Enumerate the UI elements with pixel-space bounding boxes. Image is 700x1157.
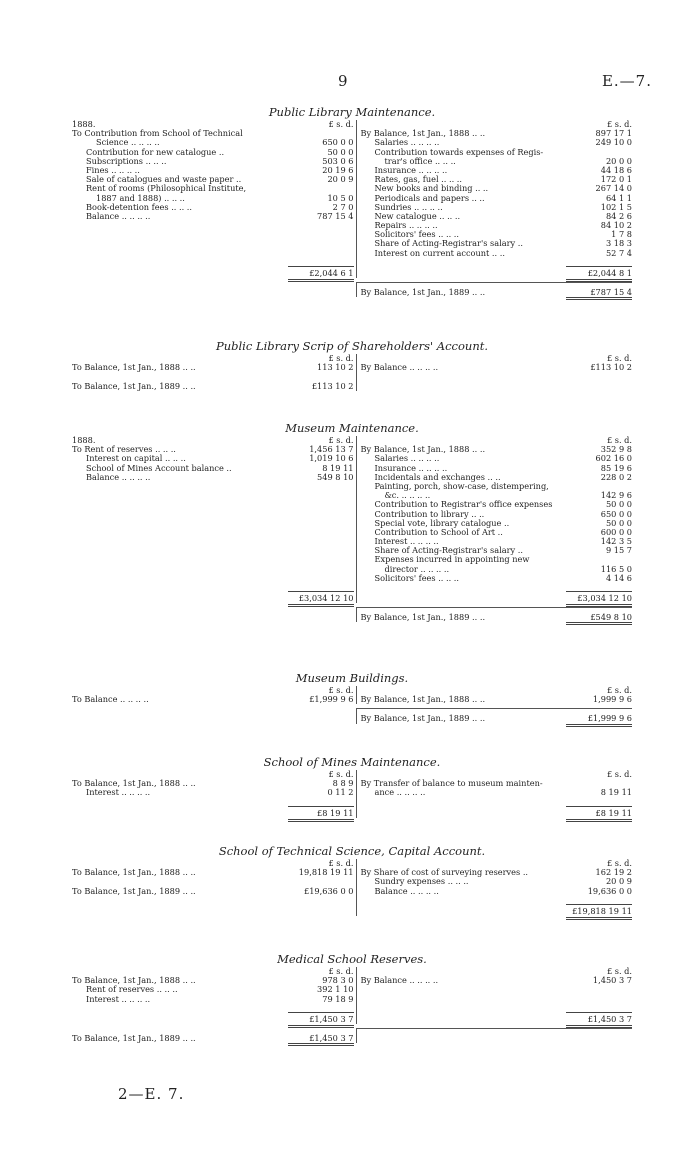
total-line <box>357 591 633 603</box>
blank-line <box>72 537 356 546</box>
right-side <box>356 859 633 916</box>
line-label: Expenses incurred in appointing new <box>374 554 530 565</box>
line-amount: 8 8 9 <box>332 778 354 789</box>
account-technical <box>72 843 632 916</box>
blank-line <box>72 500 356 509</box>
line-amount: £113 10 2 <box>590 362 632 373</box>
page-reference: E.—7. <box>601 72 652 90</box>
line-amount: 897 17 1 <box>595 128 632 139</box>
line-label: Periodicals and papers .. .. <box>374 192 485 203</box>
line-amount: £ s. d. <box>328 435 354 445</box>
page-footer: 2—E. 7. <box>118 1085 185 1103</box>
line-label: Interest .. .. .. .. <box>374 536 439 547</box>
total-line <box>357 904 633 916</box>
line-amount: 113 10 2 <box>317 362 354 373</box>
line-amount: 84 2 6 <box>605 210 632 221</box>
line-label: Interest .. .. .. .. <box>86 993 151 1004</box>
line-amount: 650 0 0 <box>600 508 632 519</box>
line-label: To Balance, 1st Jan., 1888 .. .. <box>72 778 196 789</box>
line-label: Sundries .. .. .. .. <box>374 201 443 212</box>
line-amount: £549 8 10 <box>566 613 632 625</box>
ledger-line <box>72 995 356 1004</box>
line-label: By Balance, 1st Jan., 1889 .. .. <box>360 286 486 297</box>
closing-line <box>72 288 356 297</box>
closing-line <box>357 288 633 297</box>
line-amount: 84 10 2 <box>600 220 632 231</box>
account-grid <box>72 354 632 391</box>
line-label: Salaries .. .. .. .. <box>374 137 440 148</box>
line-label: Insurance .. .. .. .. <box>374 462 448 473</box>
total-amount: £8 19 11 <box>288 806 354 822</box>
closing-grid <box>72 607 632 622</box>
line-amount: 978 3 0 <box>322 975 354 986</box>
line-label: Contribution to School of Art .. <box>374 526 503 537</box>
blank-line <box>72 555 356 564</box>
ledger-line <box>72 473 356 482</box>
left-side <box>72 770 356 818</box>
left-side <box>72 686 356 704</box>
total-amount: £8 19 11 <box>566 806 632 822</box>
line-label: Rent of reserves .. .. .. <box>86 984 178 995</box>
line-label: To Balance, 1st Jan., 1888 .. .. <box>72 362 196 373</box>
line-label: Contribution to Registrar's office expenses <box>374 499 553 510</box>
right-side <box>356 354 633 391</box>
left-side <box>72 1028 356 1043</box>
line-label: 1887 and 1888) .. .. .. <box>96 192 185 203</box>
account-title: Museum Maintenance. <box>285 421 419 435</box>
line-amount: 20 0 9 <box>605 876 632 887</box>
line-amount: 0 11 2 <box>327 787 354 798</box>
closing-line <box>72 613 356 622</box>
account-grid <box>72 770 632 818</box>
line-label: New catalogue .. .. .. <box>374 210 461 221</box>
blank-line <box>72 482 356 491</box>
line-amount: 2 7 0 <box>332 201 354 212</box>
line-amount: 162 19 2 <box>595 867 632 878</box>
line-amount: £113 10 2 <box>311 380 354 391</box>
line-label: Salaries .. .. .. .. <box>374 453 440 464</box>
line-label: Balance .. .. .. .. <box>374 885 439 896</box>
account-mines <box>72 754 632 818</box>
line-label: Interest on capital .. .. .. <box>86 453 186 464</box>
line-label: ance .. .. .. .. <box>374 787 426 798</box>
line-amount: £ s. d. <box>606 769 632 779</box>
line-label: Solicitors' fees .. .. .. <box>374 572 460 583</box>
total-line <box>357 806 633 818</box>
closing-grid <box>72 1028 632 1043</box>
line-amount: 267 14 0 <box>595 183 632 194</box>
ledger-line <box>357 574 633 583</box>
line-label: To Rent of reserves .. .. .. <box>72 444 176 455</box>
line-amount: 1,456 13 7 <box>309 444 354 455</box>
account-title: Public Library Maintenance. <box>268 105 436 119</box>
line-label: Insurance .. .. .. .. <box>374 164 448 175</box>
ledger-line <box>357 695 633 704</box>
line-label: By Balance, 1st Jan., 1889 .. .. <box>360 612 486 622</box>
line-label: By Balance, 1st Jan., 1888 .. .. <box>360 444 486 455</box>
line-label: Solicitors' fees .. .. .. <box>374 229 460 240</box>
account-museum <box>72 420 632 622</box>
line-amount: 142 3 5 <box>600 536 632 547</box>
closing-line <box>72 1034 356 1043</box>
line-label: trar's office .. .. .. <box>384 155 456 166</box>
line-label: Rent of rooms (Philosophical Institute, <box>86 183 247 194</box>
line-amount: £ s. d. <box>606 435 632 445</box>
left-side <box>72 607 356 622</box>
left-side <box>72 436 356 603</box>
total-line <box>357 266 633 278</box>
line-amount: £ s. d. <box>328 966 354 976</box>
line-amount: £ s. d. <box>606 119 632 129</box>
line-amount: 352 9 8 <box>600 444 632 455</box>
line-amount: 79 18 9 <box>322 993 354 1004</box>
line-amount: 249 10 0 <box>595 137 632 148</box>
line-amount: 50 0 0 <box>327 146 354 157</box>
line-label: To Balance, 1st Jan., 1888 .. .. <box>72 975 196 986</box>
ledger-line <box>72 788 356 797</box>
line-amount: 102 1 5 <box>600 201 632 212</box>
left-side <box>72 708 356 723</box>
closing-line <box>357 1034 633 1043</box>
right-side <box>356 120 633 278</box>
line-label: Balance .. .. .. .. <box>86 471 151 482</box>
line-amount: 142 9 6 <box>600 490 632 501</box>
line-amount: 600 0 0 <box>600 526 632 537</box>
blank-line <box>72 565 356 574</box>
line-label: Incidentals and exchanges .. .. <box>374 471 501 482</box>
line-amount: £ s. d. <box>328 119 354 129</box>
line-label: &c. .. .. .. .. <box>384 490 431 501</box>
account-title: Museum Buildings. <box>295 671 409 685</box>
line-label: Sale of catalogues and waste paper .. <box>86 174 242 185</box>
line-label: Interest .. .. .. .. <box>86 787 151 798</box>
line-amount: 44 18 6 <box>600 164 632 175</box>
account-scrip <box>72 338 632 391</box>
left-side <box>72 967 356 1024</box>
total-line <box>357 1012 633 1024</box>
line-label: To Contribution from School of Technical <box>72 128 243 139</box>
left-side <box>72 859 356 916</box>
account-title: Medical School Reserves. <box>277 952 427 966</box>
line-label: To Balance, 1st Jan., 1888 .. .. <box>72 867 196 878</box>
blank-line <box>72 510 356 519</box>
blank-line <box>357 372 633 381</box>
line-amount: 52 7 4 <box>605 247 632 258</box>
line-label: By Share of cost of surveying reserves .. <box>360 867 529 878</box>
line-label: 1888. <box>72 435 96 445</box>
blank-line <box>72 221 356 230</box>
account-grid <box>72 436 632 603</box>
right-side <box>356 708 633 723</box>
line-label: By Balance, 1st Jan., 1889 .. .. <box>360 713 486 724</box>
closing-grid <box>72 708 632 723</box>
line-amount: £1,999 9 6 <box>309 694 354 705</box>
account-buildings <box>72 670 632 724</box>
total-amount: £2,044 8 1 <box>566 266 632 282</box>
ledger-line <box>72 363 356 372</box>
total-amount: £19,818 19 11 <box>566 904 632 920</box>
account-medical <box>72 951 632 1043</box>
ledger-line <box>72 695 356 704</box>
line-label: By Balance .. .. .. .. <box>360 362 439 373</box>
blank-line <box>72 519 356 528</box>
line-label: director .. .. .. .. <box>384 563 450 574</box>
right-side <box>356 686 633 704</box>
line-amount: 116 5 0 <box>600 563 632 574</box>
line-label: To Balance, 1st Jan., 1889 .. .. <box>72 380 196 391</box>
total-amount: £1,450 3 7 <box>566 1012 632 1028</box>
line-label: Rates, gas, fuel .. .. .. <box>374 174 462 185</box>
ledger-line <box>357 976 633 985</box>
closing-line <box>72 714 356 723</box>
total-line <box>72 266 356 278</box>
closing-line <box>357 714 633 723</box>
line-amount: 4 14 6 <box>605 572 632 583</box>
total-line <box>72 1012 356 1024</box>
account-grid <box>72 967 632 1024</box>
blank-line <box>357 995 633 1004</box>
line-label: Contribution for new catalogue .. <box>86 146 225 157</box>
total-amount: £1,450 3 7 <box>288 1012 354 1028</box>
left-side <box>72 354 356 391</box>
line-label: New books and binding .. .. <box>374 183 489 194</box>
account-title: School of Mines Maintenance. <box>263 755 441 769</box>
line-amount: 10 5 0 <box>327 192 354 203</box>
ledger-line <box>72 887 356 896</box>
line-amount: 787 15 4 <box>317 210 354 221</box>
blank-line <box>357 382 633 391</box>
line-label: Subscriptions .. .. .. <box>86 155 167 166</box>
line-label: Special vote, library catalogue .. <box>374 517 510 528</box>
line-label: Fines .. .. .. .. <box>86 164 140 175</box>
line-amount: £1,450 3 7 <box>288 1034 354 1046</box>
line-amount: £787 15 4 <box>566 288 632 300</box>
right-side <box>356 770 633 818</box>
total-amount: £3,034 12 10 <box>288 591 354 607</box>
blank-line <box>72 528 356 537</box>
line-amount: £ s. d. <box>606 966 632 976</box>
line-label: Painting, porch, show-case, distempering, <box>374 480 549 491</box>
right-side <box>356 282 633 297</box>
blank-line <box>72 249 356 258</box>
total-line <box>72 806 356 818</box>
line-amount: £1,999 9 6 <box>566 714 632 726</box>
line-amount: 1,999 9 6 <box>592 694 632 705</box>
line-amount: 8 19 11 <box>600 787 632 798</box>
line-amount: 64 1 1 <box>605 192 632 203</box>
line-amount: £19,636 0 0 <box>304 885 354 896</box>
right-side <box>356 607 633 622</box>
blank-line <box>72 230 356 239</box>
account-library <box>72 104 632 297</box>
account-grid <box>72 120 632 278</box>
closing-line <box>357 613 633 622</box>
line-label: By Balance, 1st Jan., 1888 .. .. <box>360 128 486 139</box>
line-label: By Transfer of balance to museum mainten- <box>360 778 543 789</box>
line-amount: 228 0 2 <box>600 471 632 482</box>
line-label: By Balance .. .. .. .. <box>360 975 439 986</box>
ledger-line <box>357 249 633 258</box>
total-line <box>72 904 356 916</box>
line-label: By Balance, 1st Jan., 1888 .. .. <box>360 694 486 705</box>
blank-line <box>357 985 633 994</box>
line-amount: £ s. d. <box>606 685 632 695</box>
line-label: To Balance, 1st Jan., 1889 .. .. <box>72 885 196 896</box>
account-grid <box>72 859 632 916</box>
line-label: School of Mines Account balance .. <box>86 462 232 473</box>
line-amount: £ s. d. <box>606 858 632 868</box>
left-side <box>72 282 356 297</box>
line-amount: 392 1 10 <box>317 984 354 995</box>
blank-line <box>72 491 356 500</box>
line-amount: 19,818 19 11 <box>298 867 354 878</box>
blank-line <box>72 546 356 555</box>
line-amount: 602 16 0 <box>595 453 632 464</box>
line-amount: 650 0 0 <box>322 137 354 148</box>
left-side <box>72 120 356 278</box>
right-side <box>356 967 633 1024</box>
account-title: Public Library Scrip of Shareholders' Account. <box>215 339 489 353</box>
ledger-line <box>72 868 356 877</box>
line-label: Contribution to library .. .. <box>374 508 485 519</box>
line-amount: 20 0 9 <box>327 174 354 185</box>
account-title: School of Technical Science, Capital Account. <box>218 844 486 858</box>
line-label: Book-detention fees .. .. .. <box>86 201 193 212</box>
line-amount: 3 18 3 <box>605 238 632 249</box>
ledger-line <box>72 212 356 221</box>
line-label: Share of Acting-Registrar's salary .. <box>374 545 523 556</box>
line-amount: 85 19 6 <box>600 462 632 473</box>
line-label: To Balance, 1st Jan., 1889 .. .. <box>72 1032 196 1043</box>
line-amount: £ s. d. <box>328 769 354 779</box>
page-header <box>0 72 700 92</box>
total-line <box>72 591 356 603</box>
line-label: To Balance .. .. .. .. <box>72 694 149 705</box>
line-label: Repairs .. .. .. .. <box>374 220 438 231</box>
page-number: 9 <box>338 72 348 90</box>
line-amount: £ s. d. <box>328 685 354 695</box>
line-amount: 9 15 7 <box>605 545 632 556</box>
line-label: Science .. .. .. .. <box>96 137 160 148</box>
line-amount: 20 0 0 <box>605 155 632 166</box>
line-label: Contribution towards expenses of Regis- <box>374 146 544 157</box>
line-amount: 8 19 11 <box>322 462 354 473</box>
line-amount: 549 8 10 <box>317 471 354 482</box>
line-amount: 503 0 6 <box>322 155 354 166</box>
line-amount: 1 7 8 <box>611 229 632 240</box>
line-label: Balance .. .. .. .. <box>86 210 151 221</box>
line-amount: £ s. d. <box>328 858 354 868</box>
line-label: Interest on current account .. .. <box>374 247 505 258</box>
line-amount: 172 0 1 <box>600 174 632 185</box>
account-grid <box>72 686 632 704</box>
line-amount: 50 0 0 <box>605 499 632 510</box>
line-label: Share of Acting-Registrar's salary .. <box>374 238 523 249</box>
closing-grid <box>72 282 632 297</box>
line-amount: 1,019 10 6 <box>309 453 354 464</box>
line-amount: £ s. d. <box>328 353 354 363</box>
line-amount: 1,450 3 7 <box>592 975 632 986</box>
line-amount: 19,636 0 0 <box>587 885 632 896</box>
ledger-line <box>357 363 633 372</box>
line-label: Sundry expenses .. .. .. <box>374 876 469 887</box>
total-amount: £3,034 12 10 <box>566 591 632 607</box>
total-amount: £2,044 6 1 <box>288 266 354 282</box>
ledger-line <box>357 788 633 797</box>
blank-line <box>72 574 356 583</box>
right-side <box>356 1028 633 1043</box>
line-amount: £ s. d. <box>606 353 632 363</box>
line-label: 1888. <box>72 119 96 129</box>
ledger-line <box>72 382 356 391</box>
blank-line <box>72 239 356 248</box>
right-side <box>356 436 633 603</box>
line-amount: 50 0 0 <box>605 517 632 528</box>
line-amount: 20 19 6 <box>322 164 354 175</box>
ledger-line <box>357 887 633 896</box>
